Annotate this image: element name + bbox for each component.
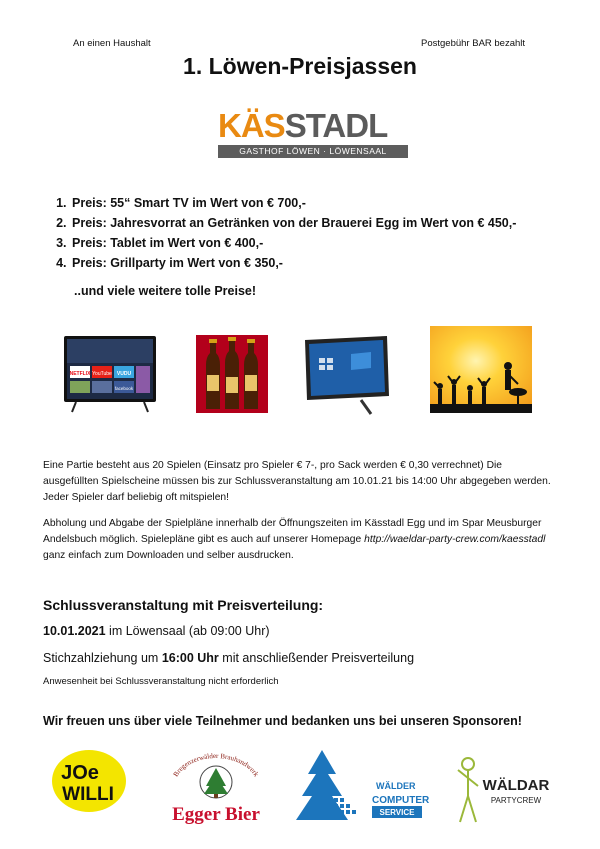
rules-paragraph: Eine Partie besteht aus 20 Spielen (Einsatz pro Spieler € 7-, pro Sack werden € 0,30 verrechnet) Die ausgefüllten Spielscheine müssen bis zur Schlussveranstaltung am 10.01.21 bis 14:00 Uhr abgegeben werden. Jeder Spieler darf beliebig oft mitspielen! — [43, 460, 551, 503]
page-title: 1. Löwen-Preisjassen — [183, 53, 417, 79]
computer-line1: WÄLDER — [376, 781, 416, 791]
joe-willi-logo — [50, 748, 128, 814]
egger-name: Egger Bier — [172, 804, 260, 824]
tv-app-facebook: facebook — [114, 386, 134, 391]
pickup-text-before: Abholung und Abgabe der Spielpläne innerhalb der Öffnungszeiten im Kässtadl Egg und im Spar Meusburger Andelsbuch möglich. Spielepläne gibt es auch auf unserer Homepage — [43, 518, 542, 545]
header-postage: Postgebühr BAR bezahlt — [421, 38, 526, 49]
header-address: An einen Haushalt — [73, 38, 151, 49]
homepage-link[interactable]: http://waeldar-party-crew.com/kaesstadl — [364, 534, 546, 545]
tv-app-netflix: NETFLIX — [69, 371, 91, 377]
pickup-text-after: ganz einfach zum Downloaden und selber ausdrucken. — [43, 550, 294, 561]
tv-app-vudu: VUDU — [116, 371, 132, 377]
tablet-image — [297, 334, 393, 416]
prize-item-4: 4. Preis: Grillparty im Wert von € 350,- — [70, 253, 516, 273]
waelder-computer-service-logo — [292, 748, 432, 828]
final-event-draw — [43, 651, 414, 665]
draw-time: 16:00 Uhr — [161, 651, 219, 665]
joe-willi-line1: JOe — [61, 762, 99, 784]
logo-word-kaes: KÄS — [218, 107, 285, 144]
draw-text-after: mit anschließender Preisverteilung — [218, 651, 415, 665]
prize-item-3: 3. Preis: Tablet im Wert von € 400,- — [70, 233, 516, 253]
final-event-date-rest: im Löwensaal (ab 09:00 Uhr) — [105, 624, 270, 638]
logo-word-stadl: STADL — [284, 107, 388, 144]
beer-bottles-image — [196, 335, 268, 413]
waeldar-line2: PARTYCREW — [490, 796, 542, 805]
smart-tv-image — [62, 334, 158, 414]
egger-bier-logo — [160, 748, 272, 824]
prize-item-1: 1. Preis: 55“ Smart TV im Wert von € 700,- — [70, 193, 516, 213]
waeldar-partycrew-logo — [452, 752, 552, 826]
computer-line2: COMPUTER — [372, 795, 430, 806]
pickup-paragraph — [43, 516, 558, 564]
prize-list — [50, 193, 516, 273]
grill-party-image — [430, 326, 532, 413]
joe-willi-line2: WILLI — [62, 784, 114, 805]
more-prizes-text: ..und viele weitere tolle Preise! — [74, 284, 257, 298]
draw-text-before: Stichzahlziehung um — [43, 651, 162, 665]
sponsor-thanks: Wir freuen uns über viele Teilnehmer und bedanken uns bei unseren Sponsoren! — [43, 714, 522, 728]
computer-line3: SERVICE — [379, 808, 415, 817]
attendance-note: Anwesenheit bei Schlussveranstaltung nicht erforderlich — [43, 676, 279, 687]
final-event-heading: Schlussveranstaltung mit Preisverteilung: — [43, 597, 324, 613]
egger-arc-text: Bregenzerwälder Brauhandwerk — [171, 751, 261, 779]
tv-app-youtube: YouTube — [92, 371, 112, 377]
prize-item-2: 2. Preis: Jahresvorrat an Getränken von der Brauerei Egg im Wert von € 450,- — [70, 213, 516, 233]
kaesstadl-logo — [218, 108, 408, 158]
final-event-date — [43, 624, 270, 638]
final-event-date-bold: 10.01.2021 — [43, 624, 106, 638]
waeldar-line1: WÄLDAR — [482, 777, 550, 794]
logo-tagline: GASTHOF LÖWEN · LÖWENSAAL — [218, 145, 408, 158]
